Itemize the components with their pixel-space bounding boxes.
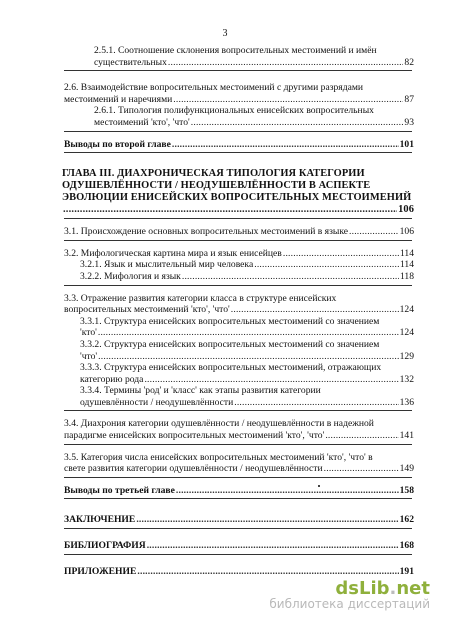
dot-leader [168, 57, 403, 69]
toc-entry-title: 3.4. Диахрония категории одушевлённости / неодушевлённости в надежной [64, 418, 374, 430]
watermark [269, 578, 430, 611]
toc-entry-3-3-4[interactable] [62, 385, 414, 408]
dot-leader [98, 327, 399, 339]
dot-leader [144, 374, 398, 386]
dot-leader [254, 259, 399, 271]
toc-entry-title: Выводы по второй главе [64, 138, 171, 150]
toc-page-number: 162 [399, 514, 414, 526]
toc-entry-title-cont: парадигме енисейских вопросительных местоимений 'кто', 'что' [64, 430, 325, 442]
toc-entry-appendix[interactable] [62, 566, 414, 578]
page-number: 3 [222, 28, 228, 39]
watermark-logo [269, 578, 430, 599]
toc-entry-3-3[interactable] [62, 293, 414, 316]
dot-leader [325, 430, 398, 442]
toc-entry-title: 3.3.3. Структура енисейских вопросительных местоимений, отражающих [80, 362, 382, 374]
toc-entry-3-4[interactable] [62, 418, 414, 441]
toc-entry-title: ЗАКЛЮЧЕНИЕ [64, 514, 136, 526]
toc-page-number: 114 [399, 259, 414, 271]
toc-page-number: 141 [399, 430, 414, 442]
toc-entry-title: 2.6. Взаимодействие вопросительных местоимений с другими разрядами [64, 82, 364, 94]
toc-entry-title: 2.6.1. Типология полифункциональных енисейских вопросительных [94, 105, 374, 117]
toc-entry-3-5[interactable] [62, 452, 414, 475]
toc-entry-3-3-1[interactable] [62, 316, 414, 339]
toc-page-number: 124 [399, 304, 414, 316]
toc-entry-title-cont: существительных [94, 56, 167, 68]
dot-leader [324, 463, 399, 475]
dot-leader [98, 351, 398, 363]
toc-entry-2-6[interactable] [62, 82, 414, 105]
toc-entry-title: 3.3. Отражение развития категории класса в структуре енисейских [64, 292, 337, 304]
dot-leader [231, 304, 399, 316]
toc-entry-title: 3.5. Категория числа енисейских вопросительных местоимений 'кто', 'что' в [64, 451, 373, 463]
toc-entry-title: 3.2. Мифологическая картина мира и язык енисейцев [64, 247, 282, 259]
toc-page-number: 191 [399, 565, 414, 577]
dot-leader [137, 566, 398, 578]
toc-entry-title: Выводы по третьей главе [64, 484, 175, 496]
toc-page-number: 101 [399, 138, 414, 150]
toc-page-number: 118 [399, 270, 414, 282]
toc-entry-title: 2.5.1. Соотношение склонения вопросительных местоимений и имён [94, 45, 377, 56]
toc-page-number: 106 [398, 204, 414, 216]
toc-page-number: 82 [404, 56, 414, 68]
toc-entry-2-6-1[interactable] [62, 105, 414, 128]
toc-entry-3-2-2[interactable] [62, 271, 414, 283]
watermark-logo-main: dsLib [335, 578, 390, 599]
toc-entry-chapter3-conclusions[interactable] [62, 485, 414, 497]
toc-entry-title: БИБЛИОГРАФИЯ [64, 540, 146, 552]
toc-page-number: 124 [399, 327, 414, 339]
toc-entry-3-1[interactable] [62, 226, 414, 238]
toc-entry-3-2[interactable] [62, 248, 414, 260]
dot-leader [63, 204, 397, 216]
dot-leader [283, 248, 399, 260]
toc-page-number: 158 [399, 484, 414, 496]
toc-entry-chapter2-conclusions[interactable] [62, 139, 414, 151]
toc-entry-title: 3.3.1. Структура енисейских вопросительных местоимений со значением [80, 315, 380, 327]
toc-entry-title-cont: местоимений и наречиями [64, 93, 173, 105]
dot-leader [136, 514, 398, 526]
toc-entry-conclusion[interactable] [62, 514, 414, 526]
toc-entry-title-cont: категорию рода [80, 373, 144, 385]
toc-entry-title-cont: свете развития категории одушевлённости / неодушевлённости [64, 463, 323, 475]
scan-speck [318, 485, 320, 487]
toc-entry-title-cont: одушевлённости / неодушевлённости [80, 396, 234, 408]
dot-leader [176, 485, 399, 497]
toc-entry-3-3-3[interactable] [62, 362, 414, 385]
toc-page-number: 136 [399, 396, 414, 408]
dot-leader [172, 139, 399, 151]
dot-leader [191, 117, 404, 129]
toc-page-number: 129 [399, 350, 414, 362]
toc-entry-3-2-1[interactable] [62, 259, 414, 271]
toc-entry-title-cont: 'кто' [80, 327, 97, 339]
watermark-logo-tld: net [396, 578, 430, 599]
toc-entry-title: 3.3.2. Структура енисейских вопросительных местоимений со значением [80, 338, 380, 350]
toc-entry-title-cont: вопросительных местоимений 'кто', 'что' [64, 304, 230, 316]
toc-page-number: 93 [404, 116, 414, 128]
dot-leader [349, 226, 399, 238]
chapter-title-line: ОДУШЕВЛЁННОСТИ / НЕОДУШЕВЛЁННОСТИ В АСПЕКТЕ [62, 180, 371, 192]
chapter-title-line: ЭВОЛЮЦИИ ЕНИСЕЙСКИХ ВОПРОСИТЕЛЬНЫХ МЕСТОИМЕНИЙ [62, 192, 412, 204]
watermark-subtitle: библиотека диссертаций [269, 597, 430, 611]
toc-page-number: 87 [404, 93, 414, 105]
chapter-title-line: ГЛАВА III. ДИАХРОНИЧЕСКАЯ ТИПОЛОГИЯ КАТЕГОРИИ [62, 168, 365, 180]
toc-entry-title: 3.2.1. Язык и мыслительный мир человека [80, 259, 254, 271]
dot-leader [234, 397, 398, 409]
toc-entry-title-cont: местоимений 'кто', 'что' [94, 116, 190, 128]
table-of-contents [62, 45, 414, 577]
toc-page-number: 168 [399, 540, 414, 552]
toc-entry-title: 3.1. Происхождение основных вопросительных местоимений в языке [64, 226, 349, 238]
toc-entry-title: 3.2.2. Мифология и язык [80, 270, 181, 282]
toc-entry-bibliography[interactable] [62, 540, 414, 552]
dot-leader [173, 94, 403, 106]
toc-page-number: 132 [399, 373, 414, 385]
toc-entry-title: ПРИЛОЖЕНИЕ [64, 565, 137, 577]
toc-entry-title-cont: 'что' [80, 350, 98, 362]
toc-entry-3-3-2[interactable] [62, 339, 414, 362]
toc-entry-title: 3.3.4. Термины 'род' и 'класс' как этапы развития категории [80, 385, 321, 397]
toc-entry-2-5-1[interactable] [62, 45, 414, 68]
toc-page-number: 149 [399, 463, 414, 475]
dot-leader [147, 540, 399, 552]
toc-chapter-3-heading[interactable] [62, 168, 414, 216]
toc-page-number: 106 [399, 226, 414, 238]
toc-page-number: 114 [399, 247, 414, 259]
dot-leader [182, 271, 399, 283]
watermark-logo-dot: . [389, 578, 397, 599]
